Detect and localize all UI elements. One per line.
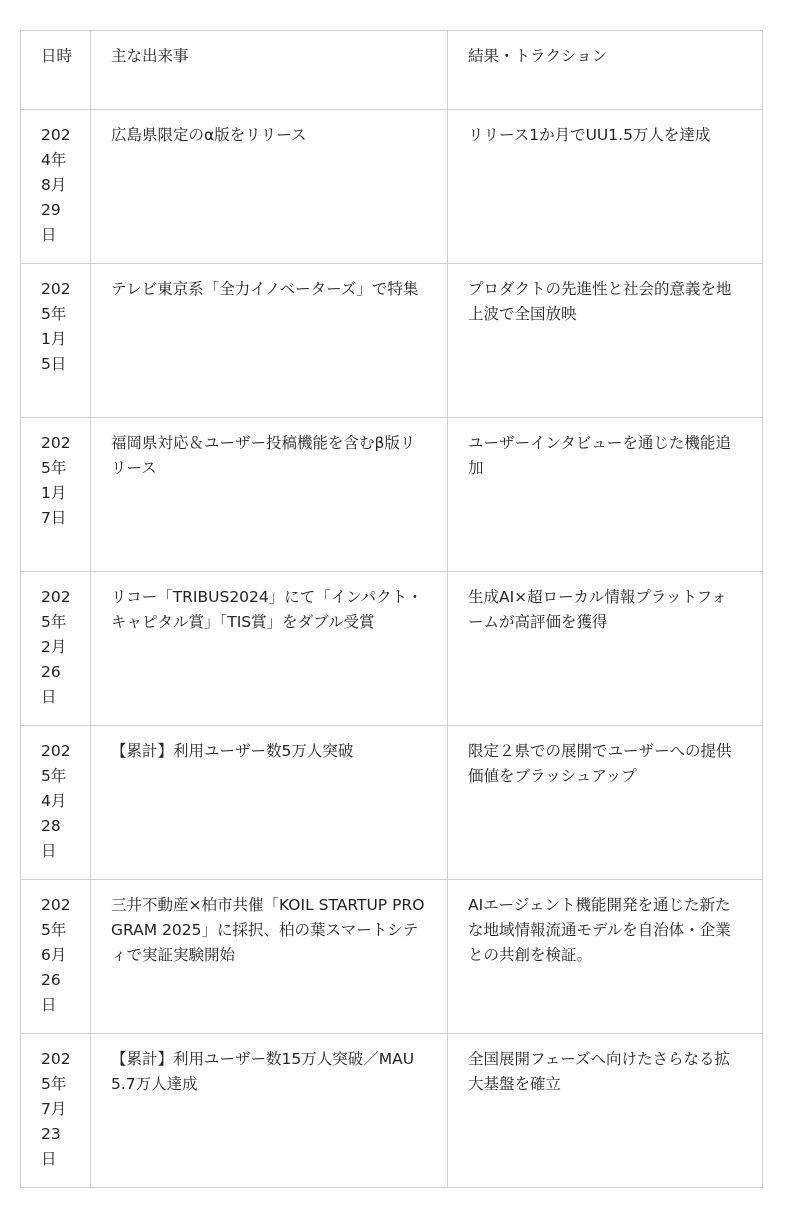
date-cell: 2025年1月7日 — [21, 418, 91, 572]
result-cell: リリース1か月でUU1.5万人を達成 — [448, 110, 763, 264]
result-cell: 限定２県での展開でユーザーへの提供価値をブラッシュアップ — [448, 726, 763, 880]
table-row — [21, 418, 763, 572]
date-cell: 2025年7月23日 — [21, 1034, 91, 1188]
event-cell: テレビ東京系「全力イノベーターズ」で特集 — [91, 264, 448, 418]
event-cell: 【累計】利用ユーザー数5万人突破 — [91, 726, 448, 880]
date-cell: 2025年1月5日 — [21, 264, 91, 418]
result-cell: AIエージェント機能開発を通じた新たな地域情報流通モデルを自治体・企業との共創を検証。 — [448, 880, 763, 1034]
date-cell: 2025年4月28日 — [21, 726, 91, 880]
date-cell: 2024年8月29日 — [21, 110, 91, 264]
table-row — [21, 880, 763, 1034]
header-event: 主な出来事 — [91, 31, 448, 110]
table-row — [21, 1034, 763, 1188]
table-row — [21, 572, 763, 726]
date-cell: 2025年2月26日 — [21, 572, 91, 726]
table-row — [21, 726, 763, 880]
timeline-table — [20, 30, 763, 1188]
table-row — [21, 110, 763, 264]
header-date: 日時 — [21, 31, 91, 110]
event-cell: リコー「TRIBUS2024」にて「インパクト・キャピタル賞」「TIS賞」をダブル受賞 — [91, 572, 448, 726]
table-row — [21, 264, 763, 418]
date-cell: 2025年6月26日 — [21, 880, 91, 1034]
event-cell: 【累計】利用ユーザー数15万人突破／MAU5.7万人達成 — [91, 1034, 448, 1188]
result-cell: プロダクトの先進性と社会的意義を地上波で全国放映 — [448, 264, 763, 418]
event-cell: 三井不動産×柏市共催「KOIL STARTUP PROGRAM 2025」に採択、柏の葉スマートシティで実証実験開始 — [91, 880, 448, 1034]
event-cell: 福岡県対応＆ユーザー投稿機能を含むβ版リリース — [91, 418, 448, 572]
event-cell: 広島県限定のα版をリリース — [91, 110, 448, 264]
header-result: 結果・トラクション — [448, 31, 763, 110]
result-cell: 生成AI×超ローカル情報プラットフォームが高評価を獲得 — [448, 572, 763, 726]
table-header-row — [21, 31, 763, 110]
result-cell: 全国展開フェーズへ向けたさらなる拡大基盤を確立 — [448, 1034, 763, 1188]
result-cell: ユーザーインタビューを通じた機能追加 — [448, 418, 763, 572]
